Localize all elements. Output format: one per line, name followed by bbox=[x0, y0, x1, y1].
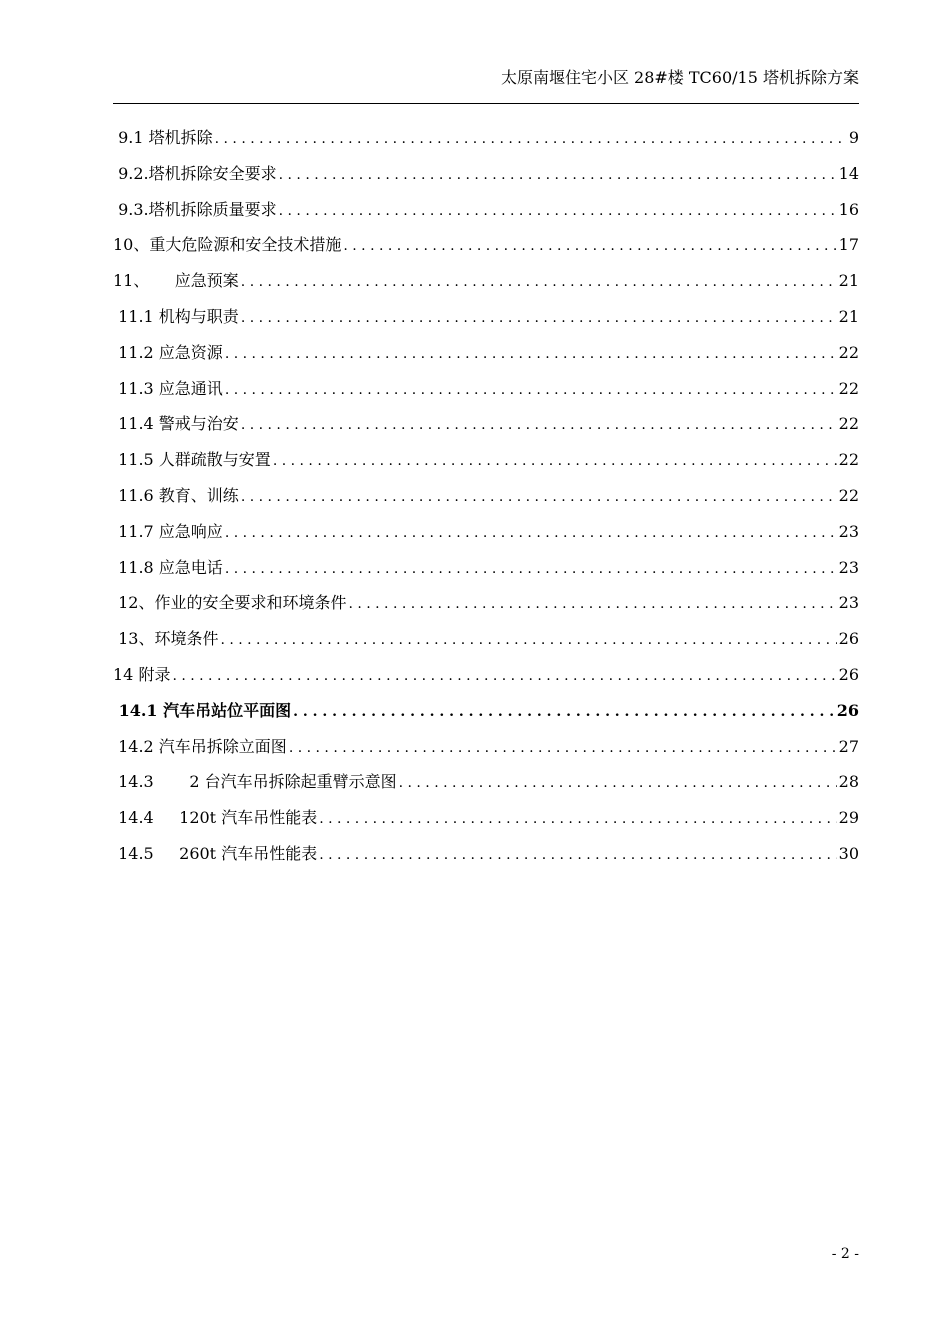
toc-entry[interactable] bbox=[113, 626, 859, 662]
toc-entry-page: 22 bbox=[838, 378, 859, 398]
page-header bbox=[113, 68, 859, 98]
toc-dot-leader bbox=[319, 805, 836, 832]
toc-entry[interactable] bbox=[113, 304, 859, 340]
toc-dot-leader bbox=[289, 734, 837, 761]
toc-dot-leader bbox=[343, 232, 836, 259]
toc-entry-page: 22 bbox=[838, 450, 859, 470]
toc-dot-leader bbox=[241, 411, 837, 438]
header-rule bbox=[113, 103, 859, 104]
toc-entry-page: 29 bbox=[838, 808, 859, 828]
toc-entry-page: 27 bbox=[838, 736, 859, 756]
toc-dot-leader bbox=[241, 268, 837, 295]
toc-entry-page: 16 bbox=[838, 199, 859, 219]
toc-dot-leader bbox=[241, 304, 837, 331]
toc-entry-label: 13、环境条件 bbox=[113, 629, 219, 649]
toc-entry-page: 22 bbox=[838, 485, 859, 505]
toc-dot-leader bbox=[225, 519, 837, 546]
toc-entry[interactable] bbox=[113, 841, 859, 877]
toc-entry-page: 22 bbox=[838, 342, 859, 362]
toc-entry-label: 14 附录 bbox=[113, 664, 171, 684]
toc-entry[interactable] bbox=[113, 555, 859, 591]
toc-entry-page: 30 bbox=[838, 843, 859, 863]
toc-entry[interactable] bbox=[113, 519, 859, 555]
toc-entry[interactable] bbox=[113, 411, 859, 447]
toc-entry-page: 21 bbox=[838, 306, 859, 326]
toc-entry-label: 14.5 260t 汽车吊性能表 bbox=[113, 843, 318, 863]
toc-entry-label: 10、重大危险源和安全技术措施 bbox=[113, 235, 342, 255]
toc-entry-label: 11、 应急预案 bbox=[113, 271, 239, 291]
toc-dot-leader bbox=[319, 841, 836, 868]
toc-entry-label: 11.7 应急响应 bbox=[113, 521, 223, 541]
toc-dot-leader bbox=[273, 447, 837, 474]
toc-entry[interactable] bbox=[113, 197, 859, 233]
toc-entry-label: 11.3 应急通讯 bbox=[113, 378, 223, 398]
toc-dot-leader bbox=[225, 376, 837, 403]
toc-entry-label: 11.8 应急电话 bbox=[113, 557, 223, 577]
toc-entry[interactable] bbox=[113, 590, 859, 626]
toc-dot-leader bbox=[215, 125, 847, 152]
toc-entry[interactable] bbox=[113, 483, 859, 519]
toc-entry-label: 14.2 汽车吊拆除立面图 bbox=[113, 736, 287, 756]
toc-entry-page: 17 bbox=[838, 235, 859, 255]
toc-entry-page: 26 bbox=[836, 700, 859, 720]
toc-entry[interactable] bbox=[113, 125, 859, 161]
toc-dot-leader bbox=[172, 662, 836, 689]
toc-dot-leader bbox=[279, 161, 837, 188]
toc-dot-leader bbox=[399, 769, 837, 796]
toc-entry-label: 11.6 教育、训练 bbox=[113, 485, 239, 505]
toc-entry[interactable] bbox=[113, 734, 859, 770]
toc-entry-page: 23 bbox=[838, 557, 859, 577]
toc-entry-label: 9.1 塔机拆除 bbox=[113, 128, 213, 147]
toc-dot-leader bbox=[220, 626, 836, 653]
toc-entry[interactable] bbox=[113, 340, 859, 376]
toc-entry-page: 23 bbox=[838, 593, 859, 613]
toc-entry[interactable] bbox=[113, 662, 859, 698]
page-number: - 2 - bbox=[831, 1246, 859, 1262]
toc-entry-label: 11.2 应急资源 bbox=[113, 342, 223, 362]
toc-dot-leader bbox=[293, 698, 835, 725]
toc-entry-page: 26 bbox=[838, 664, 859, 684]
toc-entry-page: 21 bbox=[838, 271, 859, 291]
toc-entry-page: 23 bbox=[838, 521, 859, 541]
toc-entry-label: 11.4 警戒与治安 bbox=[113, 414, 239, 434]
toc-dot-leader bbox=[225, 555, 837, 582]
toc-entry[interactable] bbox=[113, 447, 859, 483]
toc-entry[interactable] bbox=[113, 769, 859, 805]
toc-dot-leader bbox=[348, 590, 836, 617]
header-title: 太原南堰住宅小区 28#楼 TC60/15 塔机拆除方案 bbox=[500, 68, 859, 87]
toc-entry[interactable] bbox=[113, 268, 859, 304]
table-of-contents bbox=[113, 125, 859, 877]
toc-entry-label: 9.2.塔机拆除安全要求 bbox=[113, 163, 277, 183]
toc-entry[interactable] bbox=[113, 698, 859, 734]
toc-entry-label: 9.3.塔机拆除质量要求 bbox=[113, 199, 277, 219]
toc-dot-leader bbox=[279, 197, 837, 224]
toc-entry[interactable] bbox=[113, 232, 859, 268]
toc-entry[interactable] bbox=[113, 161, 859, 197]
toc-entry-page: 14 bbox=[838, 163, 859, 183]
toc-entry-label: 12、作业的安全要求和环境条件 bbox=[113, 593, 347, 613]
toc-entry[interactable] bbox=[113, 376, 859, 412]
toc-entry-label: 11.1 机构与职责 bbox=[113, 306, 239, 326]
toc-entry-label: 14.3 2 台汽车吊拆除起重臂示意图 bbox=[113, 772, 397, 792]
toc-dot-leader bbox=[225, 340, 837, 367]
toc-entry-label: 14.1 汽车吊站位平面图 bbox=[113, 700, 292, 720]
toc-entry-page: 9 bbox=[848, 128, 859, 147]
toc-entry-page: 22 bbox=[838, 414, 859, 434]
toc-entry-label: 11.5 人群疏散与安置 bbox=[113, 450, 271, 470]
toc-dot-leader bbox=[241, 483, 837, 510]
toc-entry-page: 26 bbox=[838, 629, 859, 649]
toc-entry-page: 28 bbox=[838, 772, 859, 792]
toc-entry-label: 14.4 120t 汽车吊性能表 bbox=[113, 808, 318, 828]
toc-entry[interactable] bbox=[113, 805, 859, 841]
